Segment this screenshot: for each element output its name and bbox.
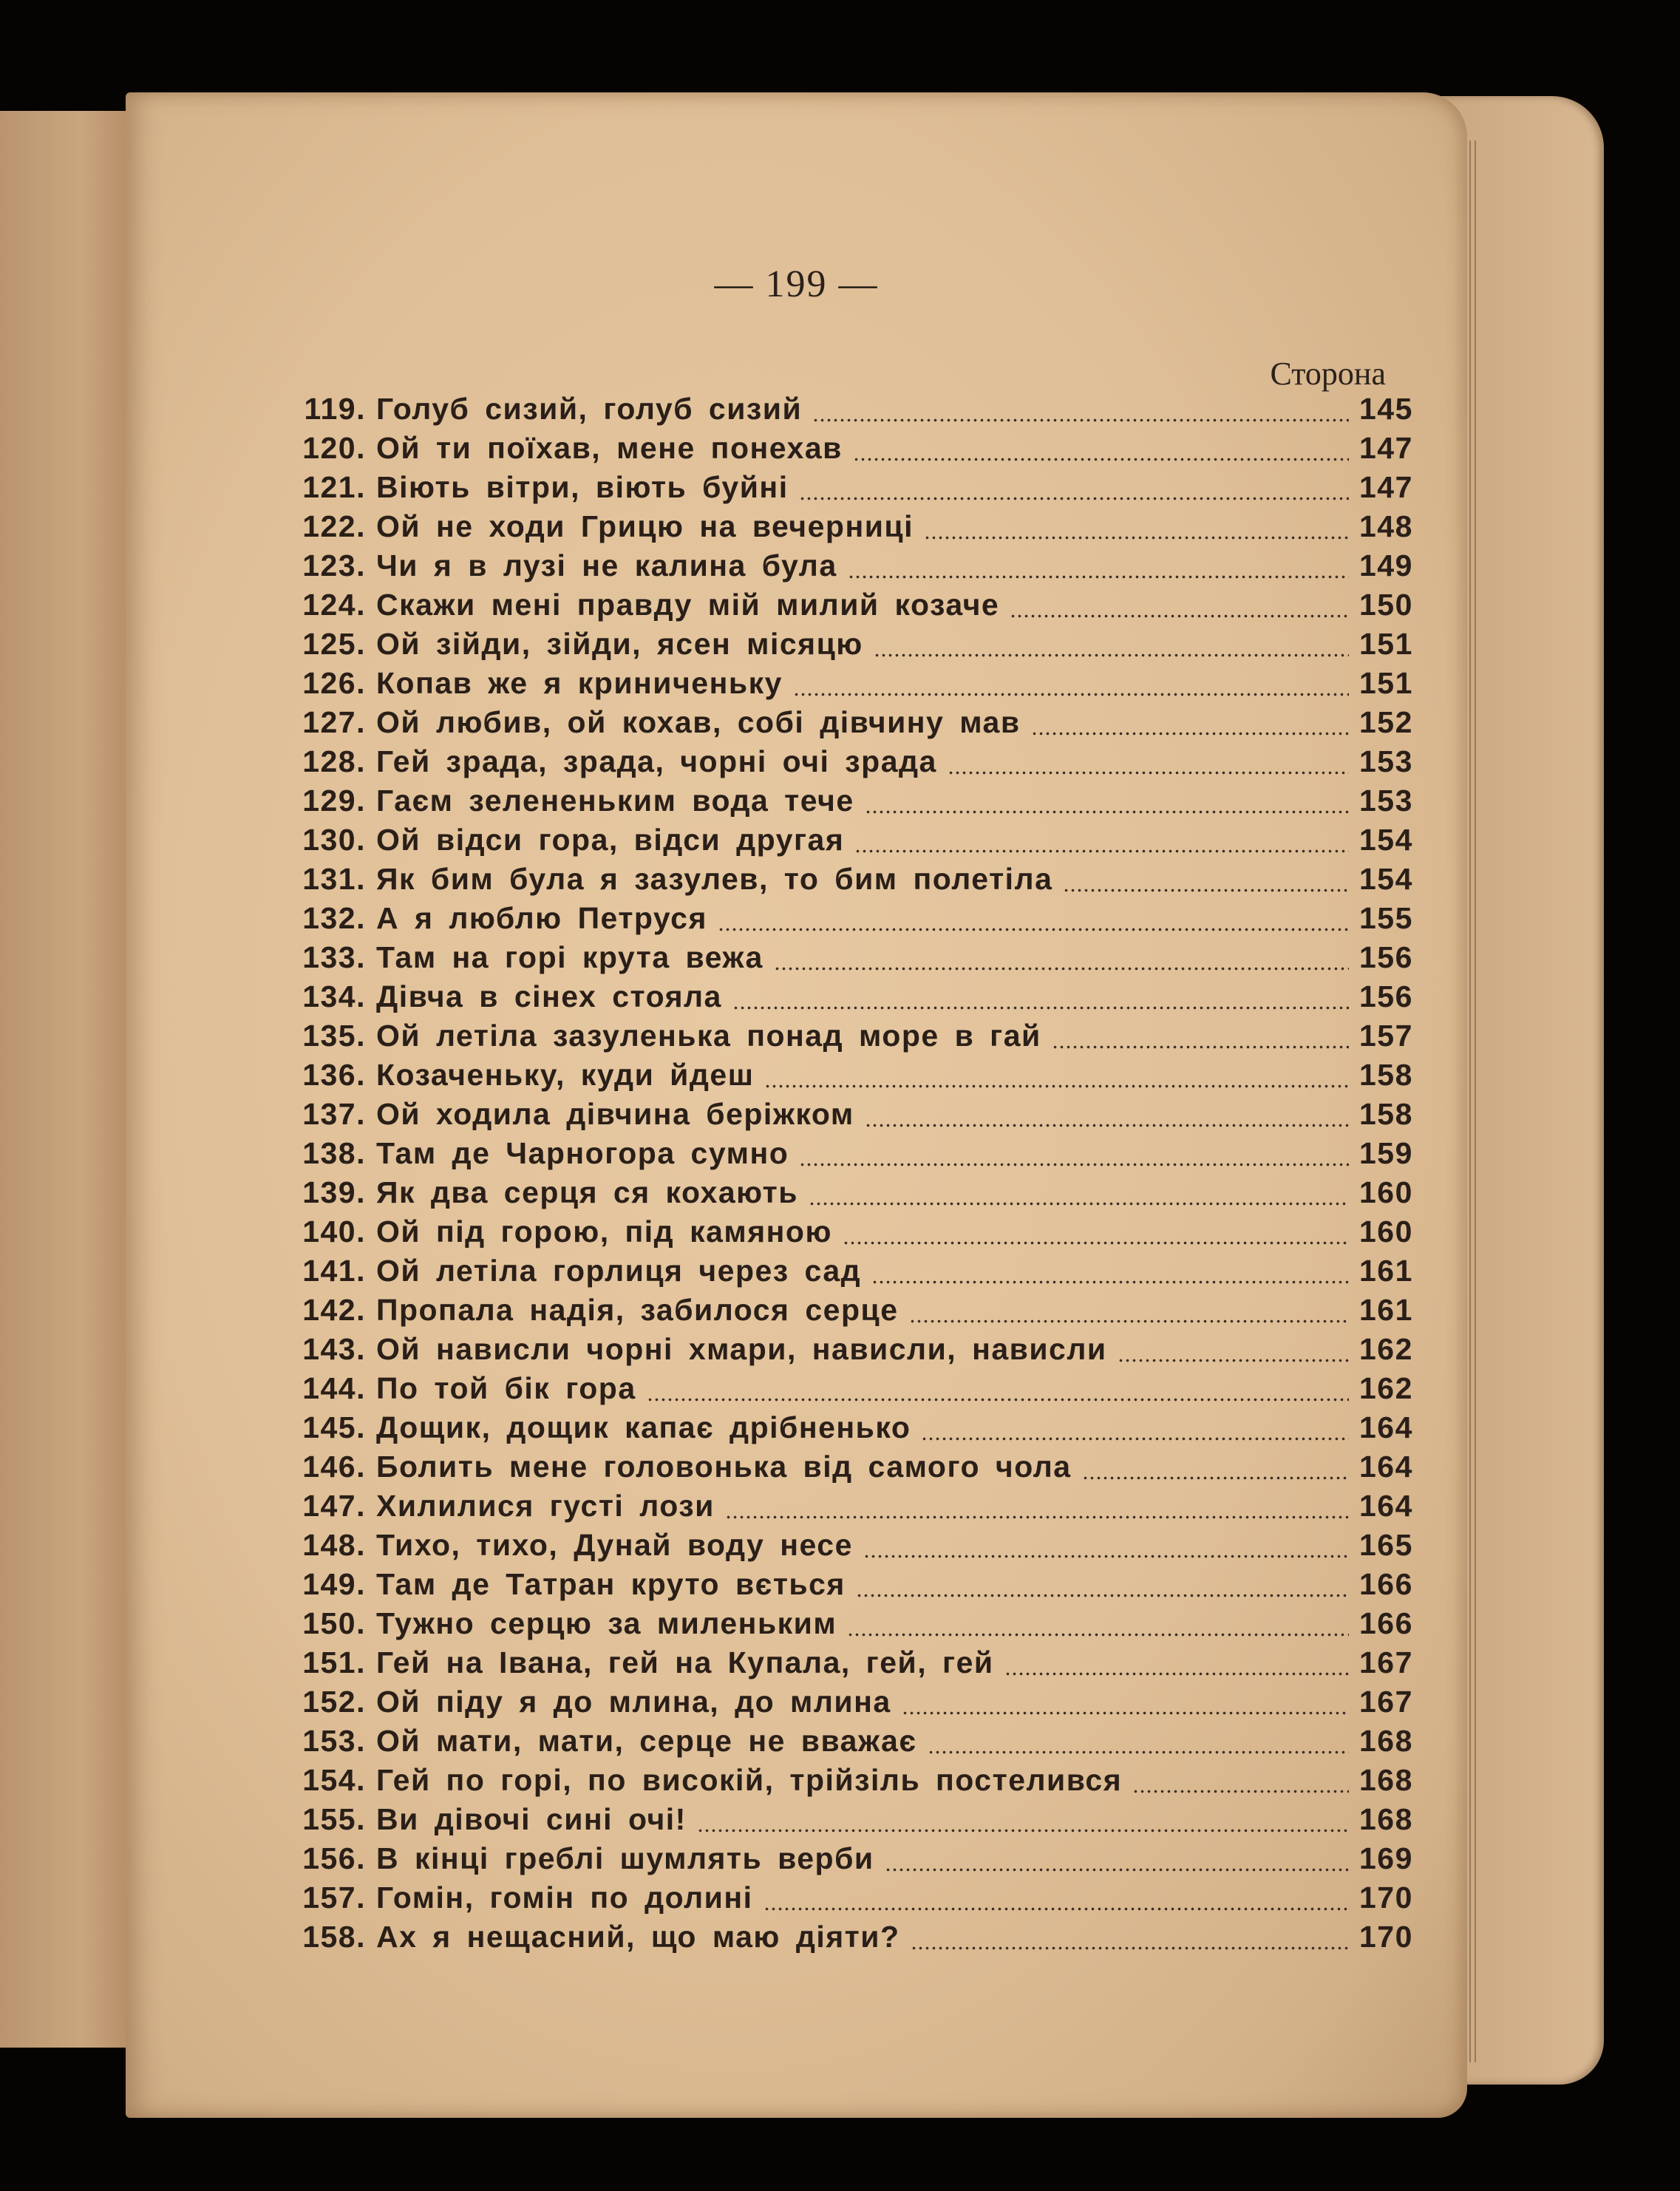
toc-entry-title: Козаченьку, куди йдеш [376, 1058, 755, 1092]
toc-entry-title: Тужно серцю за миленьким [376, 1606, 837, 1640]
toc-entry-number: 147. [302, 1489, 366, 1523]
toc-entry-title: Гомін, гомін по долині [376, 1881, 753, 1915]
toc-entry-number: 133. [302, 940, 366, 974]
toc-entry [292, 470, 1413, 509]
toc-entry-page: 147 [1359, 431, 1413, 465]
toc-entry-title: Ой нависли чорні хмари, нависли, нависли [376, 1332, 1107, 1366]
dot-leader [865, 808, 1349, 815]
dot-leader [799, 1161, 1349, 1168]
toc-entry-title: Гей на Івана, гей на Купала, гей, гей [376, 1645, 994, 1679]
dot-leader [1118, 1356, 1349, 1364]
toc-entry-title: Як два серця ся кохають [376, 1175, 798, 1209]
toc-entry-page: 160 [1359, 1175, 1413, 1209]
toc-entry [292, 431, 1413, 470]
toc-entry-page: 158 [1359, 1097, 1413, 1131]
toc-entry-title: Віють вітри, віють буйні [376, 470, 789, 504]
toc-entry [292, 940, 1413, 979]
toc-entry-number: 130. [302, 823, 366, 857]
toc-entry-title: Ой відси гора, відси другая [376, 823, 845, 857]
toc-entry [292, 1332, 1413, 1371]
toc-entry-number: 121. [302, 470, 366, 504]
toc-entry-title: Там на горі крута вежа [376, 940, 764, 974]
toc-entry-page: 169 [1359, 1841, 1413, 1875]
toc-entry-title: Ой піду я до млина, до млина [376, 1685, 891, 1719]
toc-entry-number: 137. [302, 1097, 366, 1131]
dot-leader [1063, 886, 1349, 894]
dot-leader [732, 1004, 1349, 1011]
toc-entry-number: 151. [302, 1645, 366, 1679]
toc-entry-title: Ой любив, ой кохав, собі дівчину мав [376, 705, 1021, 739]
toc-entry [292, 705, 1413, 744]
dot-leader [847, 1631, 1349, 1638]
dot-leader [911, 1944, 1350, 1951]
toc-entry-title: Болить мене головонька від самого чола [376, 1450, 1072, 1484]
dot-leader [764, 1905, 1349, 1912]
toc-entry-page: 166 [1359, 1567, 1413, 1601]
toc-entry [292, 901, 1413, 940]
toc-entry-page: 151 [1359, 627, 1413, 661]
toc-entry-number: 150. [302, 1606, 366, 1640]
toc-entry-page: 147 [1359, 470, 1413, 504]
toc-entry [292, 588, 1413, 627]
dot-leader [812, 416, 1349, 424]
toc-entry-title: Хилилися густі лози [376, 1489, 715, 1523]
toc-entry [292, 1489, 1413, 1528]
toc-entry-title: Дівча в сінех стояла [376, 979, 722, 1013]
toc-entry-page: 152 [1359, 705, 1413, 739]
toc-entry [292, 1293, 1413, 1332]
toc-entry-page: 151 [1359, 666, 1413, 700]
toc-entry-number: 135. [302, 1019, 366, 1053]
toc-entry-title: Ой летіла горлиця через сад [376, 1254, 862, 1288]
dot-leader [1004, 1670, 1349, 1677]
toc-entry-number: 145. [302, 1410, 366, 1444]
dot-leader [871, 1278, 1349, 1285]
dot-leader [1052, 1043, 1349, 1050]
toc-entry [292, 1019, 1413, 1058]
toc-entry-page: 154 [1359, 862, 1413, 896]
toc-entry-page: 149 [1359, 548, 1413, 582]
toc-entry-title: Гей зрада, зрада, чорні очі зрада [376, 744, 937, 778]
dot-leader [1010, 612, 1349, 619]
toc-entry [292, 548, 1413, 588]
dot-leader [793, 690, 1349, 698]
toc-entry [292, 627, 1413, 666]
toc-entry [292, 1802, 1413, 1841]
toc-entry-title: В кінці греблі шумлять верби [376, 1841, 874, 1875]
toc-entry-number: 142. [302, 1293, 366, 1327]
toc-entry-page: 162 [1359, 1371, 1413, 1405]
toc-entry-page: 170 [1359, 1920, 1413, 1954]
toc-entry [292, 509, 1413, 548]
toc-entry [292, 1371, 1413, 1410]
toc-entry-number: 124. [302, 588, 366, 622]
toc-entry-number: 153. [302, 1724, 366, 1758]
toc-entry-title: Ой ходила дівчина беріжком [376, 1097, 854, 1131]
toc-entry-number: 156. [302, 1841, 366, 1875]
toc-entry [292, 1645, 1413, 1685]
toc-entry [292, 1685, 1413, 1724]
toc-entry-title: Ой під горою, під камяною [376, 1215, 832, 1249]
dot-leader [948, 769, 1349, 776]
toc-entry-number: 128. [302, 744, 366, 778]
toc-entry-title: Там де Татран круто вється [376, 1567, 846, 1601]
toc-entry-title: Ой летіла зазуленька понад море в гай [376, 1019, 1041, 1053]
toc-entry [292, 1136, 1413, 1175]
toc-entry-number: 141. [302, 1254, 366, 1288]
toc-entry [292, 1410, 1413, 1450]
toc-entry-title: Тихо, тихо, Дунай воду несе [376, 1528, 853, 1562]
dot-leader [799, 495, 1349, 502]
toc-entry-number: 158. [302, 1920, 366, 1954]
toc-entry-number: 119. [304, 392, 366, 426]
toc-entry [292, 979, 1413, 1019]
toc-entry-number: 144. [302, 1371, 366, 1405]
toc-entry-title: Скажи мені правду мій милий козаче [376, 588, 1000, 622]
toc-entry-page: 164 [1359, 1410, 1413, 1444]
toc-entry [292, 392, 1413, 431]
toc-entry-title: Ой мати, мати, серце не вважає [376, 1724, 917, 1758]
dot-leader [921, 1435, 1349, 1442]
toc-entry [292, 666, 1413, 705]
toc-entry-page: 154 [1359, 823, 1413, 857]
toc-entry-page: 159 [1359, 1136, 1413, 1170]
toc-entry-number: 138. [302, 1136, 366, 1170]
dot-leader [856, 1592, 1349, 1599]
dot-leader [924, 534, 1349, 541]
page-number: — 199 — [714, 263, 879, 305]
toc-entry-title: Чи я в лузі не калина була [376, 548, 837, 582]
toc-entry-page: 165 [1359, 1528, 1413, 1562]
toc-entry [292, 823, 1413, 862]
toc-entry-page: 157 [1359, 1019, 1413, 1053]
toc-entry-number: 146. [302, 1450, 366, 1484]
toc-entry-title: Ой не ходи Грицю на вечерниці [376, 509, 914, 543]
toc-entry-number: 122. [302, 509, 366, 543]
toc-entry-title: Голуб сизий, голуб сизий [376, 392, 803, 426]
toc-entry [292, 862, 1413, 901]
dot-leader [902, 1709, 1349, 1716]
toc-entry [292, 1097, 1413, 1136]
dot-leader [909, 1317, 1349, 1325]
toc-entry-page: 150 [1359, 588, 1413, 622]
toc-entry-page: 153 [1359, 784, 1413, 818]
toc-entry-page: 156 [1359, 979, 1413, 1013]
toc-entry-number: 136. [302, 1058, 366, 1092]
toc-entry [292, 744, 1413, 784]
toc-entry-page: 168 [1359, 1802, 1413, 1836]
toc-entry-title: Як бим була я зазулев, то бим полетіла [376, 862, 1053, 896]
toc-entry-page: 168 [1359, 1724, 1413, 1758]
toc-entry-page: 164 [1359, 1489, 1413, 1523]
dot-leader [928, 1748, 1350, 1756]
dot-leader [854, 847, 1349, 855]
toc-entry [292, 1920, 1413, 1959]
toc-entry [292, 1724, 1413, 1763]
toc-entry-number: 125. [302, 627, 366, 661]
toc-entry-page: 162 [1359, 1332, 1413, 1366]
dot-leader [697, 1827, 1349, 1834]
dot-leader [843, 1239, 1349, 1246]
toc-entry-number: 126. [302, 666, 366, 700]
toc-entry-number: 127. [302, 705, 366, 739]
toc-entry-title: Пропала надія, забилося серце [376, 1293, 899, 1327]
dot-leader [647, 1396, 1349, 1403]
toc-entry-number: 134. [302, 979, 366, 1013]
toc-entry-title: Гаєм зелененьким вода тече [376, 784, 854, 818]
toc-entry-page: 160 [1359, 1215, 1413, 1249]
toc-entry-page: 158 [1359, 1058, 1413, 1092]
dot-leader [853, 455, 1349, 463]
toc-entry [292, 1254, 1413, 1293]
toc-entry-number: 129. [302, 784, 366, 818]
toc-entry-title: Дощик, дощик капає дрібненько [376, 1410, 911, 1444]
book-page [126, 92, 1467, 2118]
toc-entry-number: 157. [302, 1881, 366, 1915]
toc-entry-page: 170 [1359, 1881, 1413, 1915]
toc-entry [292, 1841, 1413, 1881]
toc-entry-number: 155. [302, 1802, 366, 1836]
dot-leader [865, 1121, 1349, 1129]
toc-entry-title: По той бік гора [376, 1371, 636, 1405]
toc-entry-number: 123. [302, 548, 366, 582]
toc-entry [292, 1450, 1413, 1489]
toc-entry-number: 140. [302, 1215, 366, 1249]
toc-entry-page: 167 [1359, 1645, 1413, 1679]
toc-entry-title: Гей по горі, по високій, трійзіль постелився [376, 1763, 1123, 1797]
toc-entry [292, 1175, 1413, 1215]
toc-entry [292, 1528, 1413, 1567]
toc-entry-title: Ви дівочі сині очі! [376, 1802, 687, 1836]
toc-entry [292, 1215, 1413, 1254]
toc-entry-number: 152. [302, 1685, 366, 1719]
dot-leader [1031, 730, 1349, 737]
toc-entry-number: 139. [302, 1175, 366, 1209]
toc-entry [292, 1058, 1413, 1097]
toc-entry-number: 132. [302, 901, 366, 935]
toc-entry-page: 155 [1359, 901, 1413, 935]
dot-leader [874, 651, 1349, 659]
toc-entry [292, 1881, 1413, 1920]
toc-entry-number: 131. [302, 862, 366, 896]
toc-entry-page: 164 [1359, 1450, 1413, 1484]
table-of-contents [292, 392, 1413, 1959]
dot-leader [725, 1513, 1349, 1521]
toc-entry-number: 120. [302, 431, 366, 465]
toc-entry-page: 148 [1359, 509, 1413, 543]
dot-leader [774, 965, 1349, 972]
toc-entry [292, 784, 1413, 823]
dot-leader [863, 1552, 1349, 1560]
toc-entry [292, 1567, 1413, 1606]
toc-entry-number: 143. [302, 1332, 366, 1366]
toc-entry-page: 168 [1359, 1763, 1413, 1797]
toc-entry [292, 1763, 1413, 1802]
dot-leader [885, 1866, 1349, 1873]
toc-entry [292, 1606, 1413, 1645]
toc-entry-title: Там де Чарногора сумно [376, 1136, 789, 1170]
dot-leader [1132, 1787, 1349, 1795]
toc-entry-page: 156 [1359, 940, 1413, 974]
toc-entry-page: 153 [1359, 744, 1413, 778]
toc-entry-number: 148. [302, 1528, 366, 1562]
toc-entry-title: Ой ти поїхав, мене понехав [376, 431, 843, 465]
toc-entry-page: 166 [1359, 1606, 1413, 1640]
toc-entry-page: 167 [1359, 1685, 1413, 1719]
toc-entry-page: 145 [1359, 392, 1413, 426]
toc-entry-title: Ой зійди, зійди, ясен місяцю [376, 627, 863, 661]
toc-entry-number: 149. [302, 1567, 366, 1601]
toc-entry-title: Копав же я криниченьку [376, 666, 783, 700]
dot-leader [764, 1082, 1349, 1090]
dot-leader [1082, 1474, 1349, 1481]
dot-leader [809, 1200, 1349, 1207]
toc-entry-number: 154. [302, 1763, 366, 1797]
dot-leader [848, 573, 1349, 580]
toc-entry-title: Ах я нещасний, що маю діяти? [376, 1920, 900, 1954]
dot-leader [718, 925, 1349, 933]
toc-entry-page: 161 [1359, 1254, 1413, 1288]
toc-entry-page: 161 [1359, 1293, 1413, 1327]
toc-entry-title: А я люблю Петруся [376, 901, 707, 935]
page-column-label: Сторона [1270, 356, 1386, 392]
